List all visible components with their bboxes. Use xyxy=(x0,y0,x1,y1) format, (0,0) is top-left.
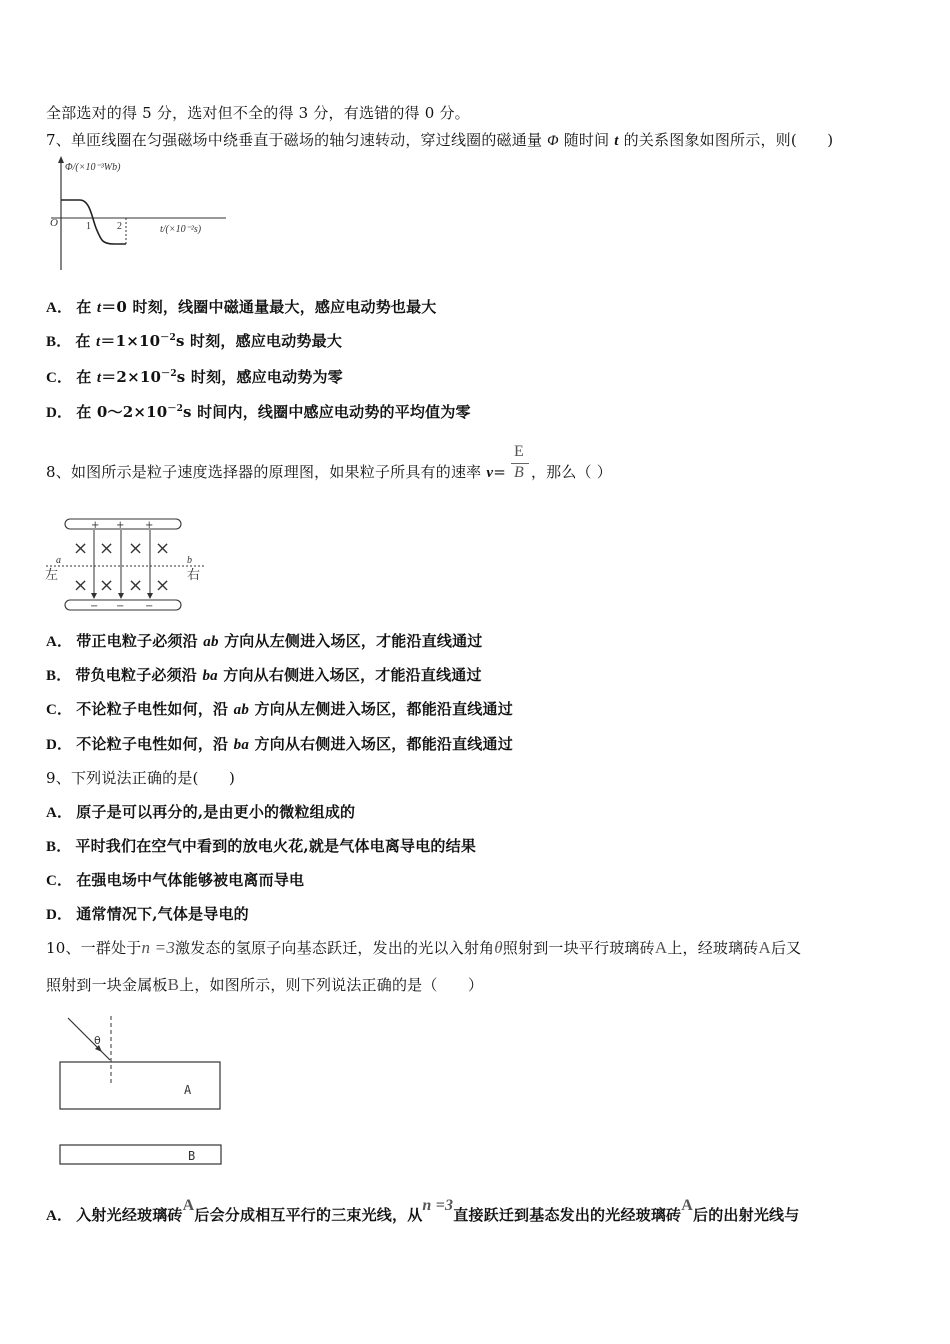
q7-tick-1: 1 xyxy=(86,221,91,232)
q7-option-c-var: t xyxy=(96,370,102,386)
q7-xlabel: t/(×10⁻²s) xyxy=(160,224,202,235)
q8-option-b[interactable] xyxy=(46,664,482,685)
q9-option-a[interactable] xyxy=(46,801,355,822)
q8-arrow-3-icon xyxy=(147,593,153,599)
q8-cross-3: × xyxy=(128,538,144,559)
q7-origin: O xyxy=(50,217,58,229)
q7-tick-2: 2 xyxy=(117,221,122,232)
q8-plus-3: + xyxy=(145,520,154,531)
q8-stem-post: ，那么（ ） xyxy=(530,463,612,481)
q7-option-d-post: s 时间内，线圈中感应电动势的平均值为零 xyxy=(183,403,471,421)
q8-arrow-2-icon xyxy=(118,593,124,599)
q7-ylabel: Φ/(×10⁻³Wb) xyxy=(65,162,121,173)
q8-option-b-pre: 带负电粒子必须沿 xyxy=(75,666,203,684)
q8-cross-8: × xyxy=(155,575,171,596)
q7-stem-pre: 7、单匝线圈在匀强磁场中绕垂直于磁场的轴匀速转动，穿过线圈的磁通量 xyxy=(46,131,548,149)
q10-option-a-n3: n =3 xyxy=(422,1197,454,1214)
q8-label-left: 左 xyxy=(45,568,59,583)
q10-l2-b: 上，如图所示，则下列说法正确的是（ ） xyxy=(179,976,484,994)
q9-option-d-label: D． xyxy=(46,907,73,923)
q7-t: t xyxy=(614,133,619,149)
q7-option-a-var: t xyxy=(96,300,102,316)
q9-option-a-text: 原子是可以再分的,是由更小的微粒组成的 xyxy=(76,803,356,821)
q8-cross-2: × xyxy=(99,538,115,559)
q10-l2-a: 照射到一块金属板 xyxy=(46,976,168,994)
q7-option-c-pre: 在 xyxy=(76,368,97,386)
q10-theta-label: θ xyxy=(94,1034,101,1047)
q8-frac-den: B xyxy=(513,464,524,481)
q8-minus-1: − xyxy=(90,601,99,612)
q8-stem xyxy=(46,443,612,483)
q10-option-a-c: 直接跃迁到基态发出的光经玻璃砖 xyxy=(453,1206,682,1224)
q8-velocity-selector-diagram xyxy=(44,516,214,616)
q10-option-a-d: 后的出射光线与 xyxy=(693,1206,800,1224)
q9-option-b-label: B． xyxy=(46,839,72,855)
q7-option-d-label: D． xyxy=(46,405,73,421)
q10-metal-plate-B xyxy=(60,1145,221,1164)
q8-label-a: a xyxy=(56,555,61,566)
q8-option-a-pre: 带正电粒子必须沿 xyxy=(76,632,204,650)
q10-option-a-A1: A xyxy=(182,1197,195,1214)
q9-option-c[interactable] xyxy=(46,869,304,890)
q7-option-b-pre: 在 xyxy=(75,332,97,350)
q7-option-b-mid: ＝1×10 xyxy=(100,332,161,350)
q8-cross-6: × xyxy=(99,575,115,596)
q8-v: v xyxy=(486,465,494,481)
q10-theta: θ xyxy=(494,938,503,957)
q8-option-d-post: 方向从右侧进入场区，都能沿直线通过 xyxy=(249,735,513,753)
scoring-intro xyxy=(46,102,470,123)
q8-cross-4: × xyxy=(155,538,171,559)
q8-option-c[interactable] xyxy=(46,698,513,719)
q8-option-b-var: ba xyxy=(202,668,218,684)
q9-stem xyxy=(46,767,235,788)
q9-option-b[interactable] xyxy=(46,835,476,856)
q10-option-a-a: 入射光经玻璃砖 xyxy=(76,1206,183,1224)
q8-option-c-label: C． xyxy=(46,702,73,718)
q7-stem-post: 的关系图象如图所示，则( ) xyxy=(618,131,834,149)
q8-plus-2: + xyxy=(116,520,125,531)
q8-option-a-label: A． xyxy=(46,634,73,650)
q10-n-eq-3: n =3 xyxy=(141,938,176,957)
q9-stem-text: 9、下列说法正确的是( ) xyxy=(46,769,236,787)
q10-label-A: A xyxy=(184,1083,192,1097)
q8-frac-num: E xyxy=(513,443,524,460)
q8-option-d-pre: 不论粒子电性如何，沿 xyxy=(76,735,234,753)
q9-option-c-label: C． xyxy=(46,873,73,889)
q10-stem-line1 xyxy=(46,937,801,958)
q8-arrow-1-icon xyxy=(91,593,97,599)
q9-option-b-text: 平时我们在空气中看到的放电火花,就是气体电离导电的结果 xyxy=(75,837,477,855)
q10-label-B: B xyxy=(188,1149,196,1163)
q7-stem xyxy=(46,129,833,150)
q8-plus-1: + xyxy=(91,520,100,531)
q9-option-a-label: A． xyxy=(46,805,73,821)
q7-option-c[interactable] xyxy=(46,366,343,387)
q7-option-b-post: s 时刻，感应电动势最大 xyxy=(175,332,343,350)
q8-cross-7: × xyxy=(128,575,144,596)
q9-option-c-text: 在强电场中气体能够被电离而导电 xyxy=(76,871,305,889)
q9-option-d[interactable] xyxy=(46,903,249,924)
q8-option-d[interactable] xyxy=(46,733,513,754)
q7-option-c-sup: －2 xyxy=(161,369,177,379)
q7-phi: Φ xyxy=(547,133,559,149)
q8-stem-pre: 8、如图所示是粒子速度选择器的原理图，如果粒子所具有的速率 xyxy=(46,463,487,481)
q8-option-b-label: B． xyxy=(46,668,72,684)
q8-option-c-pre: 不论粒子电性如何，沿 xyxy=(76,700,234,718)
q8-label-b: b xyxy=(187,555,192,566)
q8-option-d-label: D． xyxy=(46,737,73,753)
scoring-intro-text: 全部选对的得 5 分，选对但不全的得 3 分，有选错的得 0 分。 xyxy=(46,104,470,122)
q8-option-a-var: ab xyxy=(203,634,219,650)
q7-flux-graph xyxy=(46,156,236,274)
q10-option-a-b: 后会分成相互平行的三束光线，从 xyxy=(194,1206,423,1224)
q7-stem-mid: 随时间 xyxy=(558,131,615,149)
q10-l1-c: 照射到一块平行玻璃砖 xyxy=(502,939,655,957)
q8-minus-3: − xyxy=(145,601,154,612)
q10-glass-diagram xyxy=(56,1014,228,1170)
q10-glass-brick-A xyxy=(60,1062,220,1109)
q10-l1-b: 激发态的氢原子向基态跃迁，发出的光以入射角 xyxy=(175,939,495,957)
q8-eq: = xyxy=(493,463,506,481)
q7-option-b-var: t xyxy=(96,334,101,350)
q8-option-a-post: 方向从左侧进入场区，才能沿直线通过 xyxy=(218,632,483,650)
q10-glass-A-1: A xyxy=(654,938,668,957)
q8-option-a[interactable] xyxy=(46,630,483,651)
q7-option-a-label: A． xyxy=(46,300,73,316)
q7-option-b-label: B． xyxy=(46,334,72,350)
q7-option-a-post: ＝0 时刻，线圈中磁通量最大，感应电动势也最大 xyxy=(101,298,437,316)
q7-option-c-post: s 时刻，感应电动势为零 xyxy=(176,368,343,386)
q8-option-c-post: 方向从左侧进入场区，都能沿直线通过 xyxy=(249,700,513,718)
q10-option-a-label: A． xyxy=(46,1208,73,1224)
q8-option-b-post: 方向从右侧进入场区，才能沿直线通过 xyxy=(217,666,482,684)
q10-l1-e: 后又 xyxy=(770,939,802,957)
q9-option-d-text: 通常情况下,气体是导电的 xyxy=(76,905,249,923)
q7-option-d-pre: 在 0～2×10 xyxy=(76,403,168,421)
q10-plate-B: B xyxy=(167,975,180,994)
q10-l1-d: 上，经玻璃砖 xyxy=(667,939,759,957)
q7-option-b[interactable] xyxy=(46,330,342,351)
q10-option-a-A2: A xyxy=(681,1197,694,1214)
q10-stem-line2 xyxy=(46,974,483,995)
q7-option-a[interactable] xyxy=(46,296,437,317)
q7-option-a-pre: 在 xyxy=(76,298,97,316)
q8-label-right: 右 xyxy=(187,568,201,583)
q8-fraction xyxy=(511,443,531,483)
q8-cross-5: × xyxy=(73,575,89,596)
q7-option-b-sup: －2 xyxy=(160,333,176,343)
q8-option-c-var: ab xyxy=(233,702,250,718)
q10-option-a[interactable] xyxy=(46,1197,800,1225)
q10-glass-A-2: A xyxy=(758,938,771,957)
q7-option-d[interactable] xyxy=(46,401,471,422)
q7-option-d-sup: －2 xyxy=(167,404,184,414)
q10-l1-a: 10、一群处于 xyxy=(46,939,142,957)
q7-y-arrow-icon xyxy=(58,156,64,163)
q10-incident-ray xyxy=(68,1018,110,1060)
q8-option-d-var: ba xyxy=(233,737,250,753)
q7-option-c-mid: ＝2×10 xyxy=(101,368,162,386)
q7-option-c-label: C． xyxy=(46,370,73,386)
q8-cross-1: × xyxy=(73,538,89,559)
q8-minus-2: − xyxy=(116,601,125,612)
